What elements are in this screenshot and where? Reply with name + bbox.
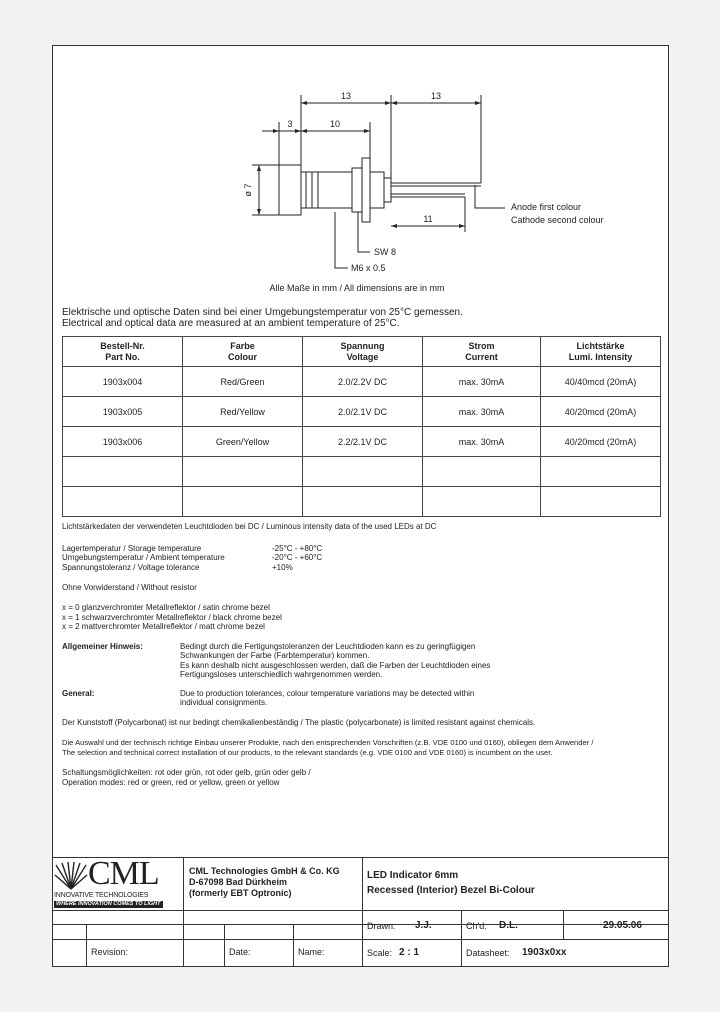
storage-label: Lagertemperatur / Storage temperature: [62, 544, 202, 553]
logo-tagline: WHERE INNOVATION COMES TO LIGHT: [56, 901, 161, 907]
technical-drawing: [0, 0, 720, 300]
cell-voltage: 2.0/2.2V DC: [303, 367, 423, 397]
checked-value: D.L.: [499, 920, 518, 931]
table-row: [63, 367, 661, 397]
cell-current: max. 30mA: [423, 397, 541, 427]
callout-sw: SW 8: [374, 247, 397, 257]
revision-name-label: Name:: [298, 947, 325, 957]
cell-empty: [303, 487, 423, 517]
general-en-line-1: Due to production tolerances, colour temperature variations may be detected within: [180, 689, 475, 698]
bezel-x1: x = 1 schwarzverchromter Metallreflektor / black chrome bezel: [62, 613, 282, 622]
callout-thread: M6 x 0.5: [351, 263, 386, 273]
datasheet-label: Datasheet:: [466, 948, 510, 958]
header-intensity: Lichtstärke Lumi. Intensity: [541, 337, 661, 367]
cell-empty: [63, 457, 183, 487]
datasheet-value: 1903x0xx: [522, 947, 567, 958]
dim-3: 3: [287, 119, 293, 129]
cell-empty: [183, 457, 303, 487]
drawn-label: Drawn:: [367, 921, 396, 931]
note-selection-de: Die Auswahl und der technisch richtige Einbau unserer Produkte, nach den entsprechenden Vorschriften (z.B. VDE 0100 und 0160), obliegen dem Anwender /: [62, 738, 594, 747]
company-formerly: (formerly EBT Optronic): [189, 888, 292, 898]
cell-voltage: 2.2/2.1V DC: [303, 427, 423, 457]
cell-empty: [541, 457, 661, 487]
cell-empty: [63, 487, 183, 517]
table-row: [63, 487, 661, 517]
cell-part-no: 1903x005: [63, 397, 183, 427]
tolerance-label: Spannungstoleranz / Voltage tolerance: [62, 563, 200, 572]
general-de-line-1: Bedingt durch die Fertigungstoleranzen der Leuchtdioden kann es zu geringfügigen: [180, 642, 476, 651]
scale-label: Scale:: [367, 948, 393, 958]
dim-13-left: 13: [340, 91, 352, 101]
cell-empty: [183, 487, 303, 517]
product-title: LED Indicator 6mm: [367, 870, 459, 881]
cell-intensity: 40/20mcd (20mA): [541, 397, 661, 427]
bezel-x0: x = 0 glanzverchromter Metallreflektor / satin chrome bezel: [62, 603, 270, 612]
header-current: Strom Current: [423, 337, 541, 367]
cell-empty: [541, 487, 661, 517]
cell-current: max. 30mA: [423, 427, 541, 457]
revision-date-label: Date:: [229, 947, 251, 957]
intro-line-de: Elektrische und optische Daten sind bei einer Umgebungstemperatur von 25°C gemessen.: [62, 307, 463, 318]
cell-empty: [423, 487, 541, 517]
callout-cathode: Cathode second colour: [511, 215, 604, 225]
company-name: CML Technologies GmbH & Co. KG: [189, 866, 340, 876]
dimensions-caption: Alle Maße in mm / All dimensions are in mm: [269, 283, 445, 293]
cell-empty: [423, 457, 541, 487]
spec-table: [62, 336, 661, 517]
operation-modes-de: Schaltungsmöglichkeiten: rot oder grün, rot oder gelb, grün oder gelb /: [62, 768, 311, 777]
dim-11: 11: [423, 214, 433, 224]
general-de-label: Allgemeiner Hinweis:: [62, 642, 143, 651]
cell-colour: Red/Green: [183, 367, 303, 397]
general-de-line-4: Fertigungsloses unterschiedlich wahrgenommen werden.: [180, 670, 383, 679]
revision-label: Revision:: [91, 947, 129, 957]
cell-colour: Red/Yellow: [183, 397, 303, 427]
header-colour: Farbe Colour: [183, 337, 303, 367]
company-address: D-67098 Bad Dürkheim: [189, 877, 288, 887]
tolerance-value: +10%: [272, 563, 293, 572]
note-resistor: Ohne Vorwiderstand / Without resistor: [62, 583, 197, 592]
cell-intensity: 40/20mcd (20mA): [541, 427, 661, 457]
bezel-x2: x = 2 mattverchromter Metallreflektor / matt chrome bezel: [62, 622, 265, 631]
table-header-row: [63, 337, 661, 367]
table-row: [63, 397, 661, 427]
date-value: 29.05.06: [603, 920, 642, 931]
checked-label: Ch'd:: [466, 921, 487, 931]
ambient-value: -20°C - +60°C: [272, 553, 323, 562]
note-selection-en: The selection and technical correct installation of our products, to the relevant standards (e.g. VDE 0100 and VDE 0160) is incumbent on the user.: [62, 748, 553, 757]
note-plastic: Der Kunststoff (Polycarbonat) ist nur bedingt chemikalienbeständig / The plastic (polycarbonate) is limited resistant against chemicals.: [62, 718, 536, 727]
cell-intensity: 40/40mcd (20mA): [541, 367, 661, 397]
light-burst-icon: [54, 861, 88, 891]
cell-part-no: 1903x004: [63, 367, 183, 397]
header-part-no: Bestell-Nr. Part No.: [63, 337, 183, 367]
operation-modes-en: Operation modes: red or green, red or yellow, green or yellow: [62, 778, 280, 787]
product-subtitle: Recessed (Interior) Bezel Bi-Colour: [367, 885, 535, 896]
callout-anode: Anode first colour: [511, 202, 582, 212]
general-en-line-2: individual consignments.: [180, 698, 268, 707]
general-de-line-2: Schwankungen der Farbe (Farbtemperatur) kommen.: [180, 651, 370, 660]
cell-colour: Green/Yellow: [183, 427, 303, 457]
dim-10: 10: [329, 119, 341, 129]
header-voltage: Spannung Voltage: [303, 337, 423, 367]
logo-subtitle: INNOVATIVE TECHNOLOGIES: [54, 892, 149, 899]
cell-current: max. 30mA: [423, 367, 541, 397]
intro-line-en: Electrical and optical data are measured at an ambient temperature of 25°C.: [62, 318, 400, 329]
cell-empty: [303, 457, 423, 487]
logo-text: CML: [88, 855, 159, 892]
cell-voltage: 2.0/2.1V DC: [303, 397, 423, 427]
general-de-line-3: Es kann deshalb nicht ausgeschlossen werden, daß die Farben der Leuchtdioden eines: [180, 661, 491, 670]
cml-logo: [54, 855, 181, 909]
note-lumi: Lichtstärkedaten der verwendeten Leuchtdioden bei DC / Luminous intensity data of the used LEDs at DC: [62, 522, 437, 531]
table-row: [63, 457, 661, 487]
general-en-label: General:: [62, 689, 95, 698]
cell-part-no: 1903x006: [63, 427, 183, 457]
table-row: [63, 427, 661, 457]
dim-diameter-7: ø 7: [243, 183, 253, 197]
scale-value: 2 : 1: [399, 947, 420, 958]
ambient-label: Umgebungstemperatur / Ambient temperature: [62, 553, 225, 562]
drawn-value: J.J.: [415, 920, 432, 931]
dim-13-right: 13: [430, 91, 442, 101]
storage-value: -25°C - +80°C: [272, 544, 323, 553]
